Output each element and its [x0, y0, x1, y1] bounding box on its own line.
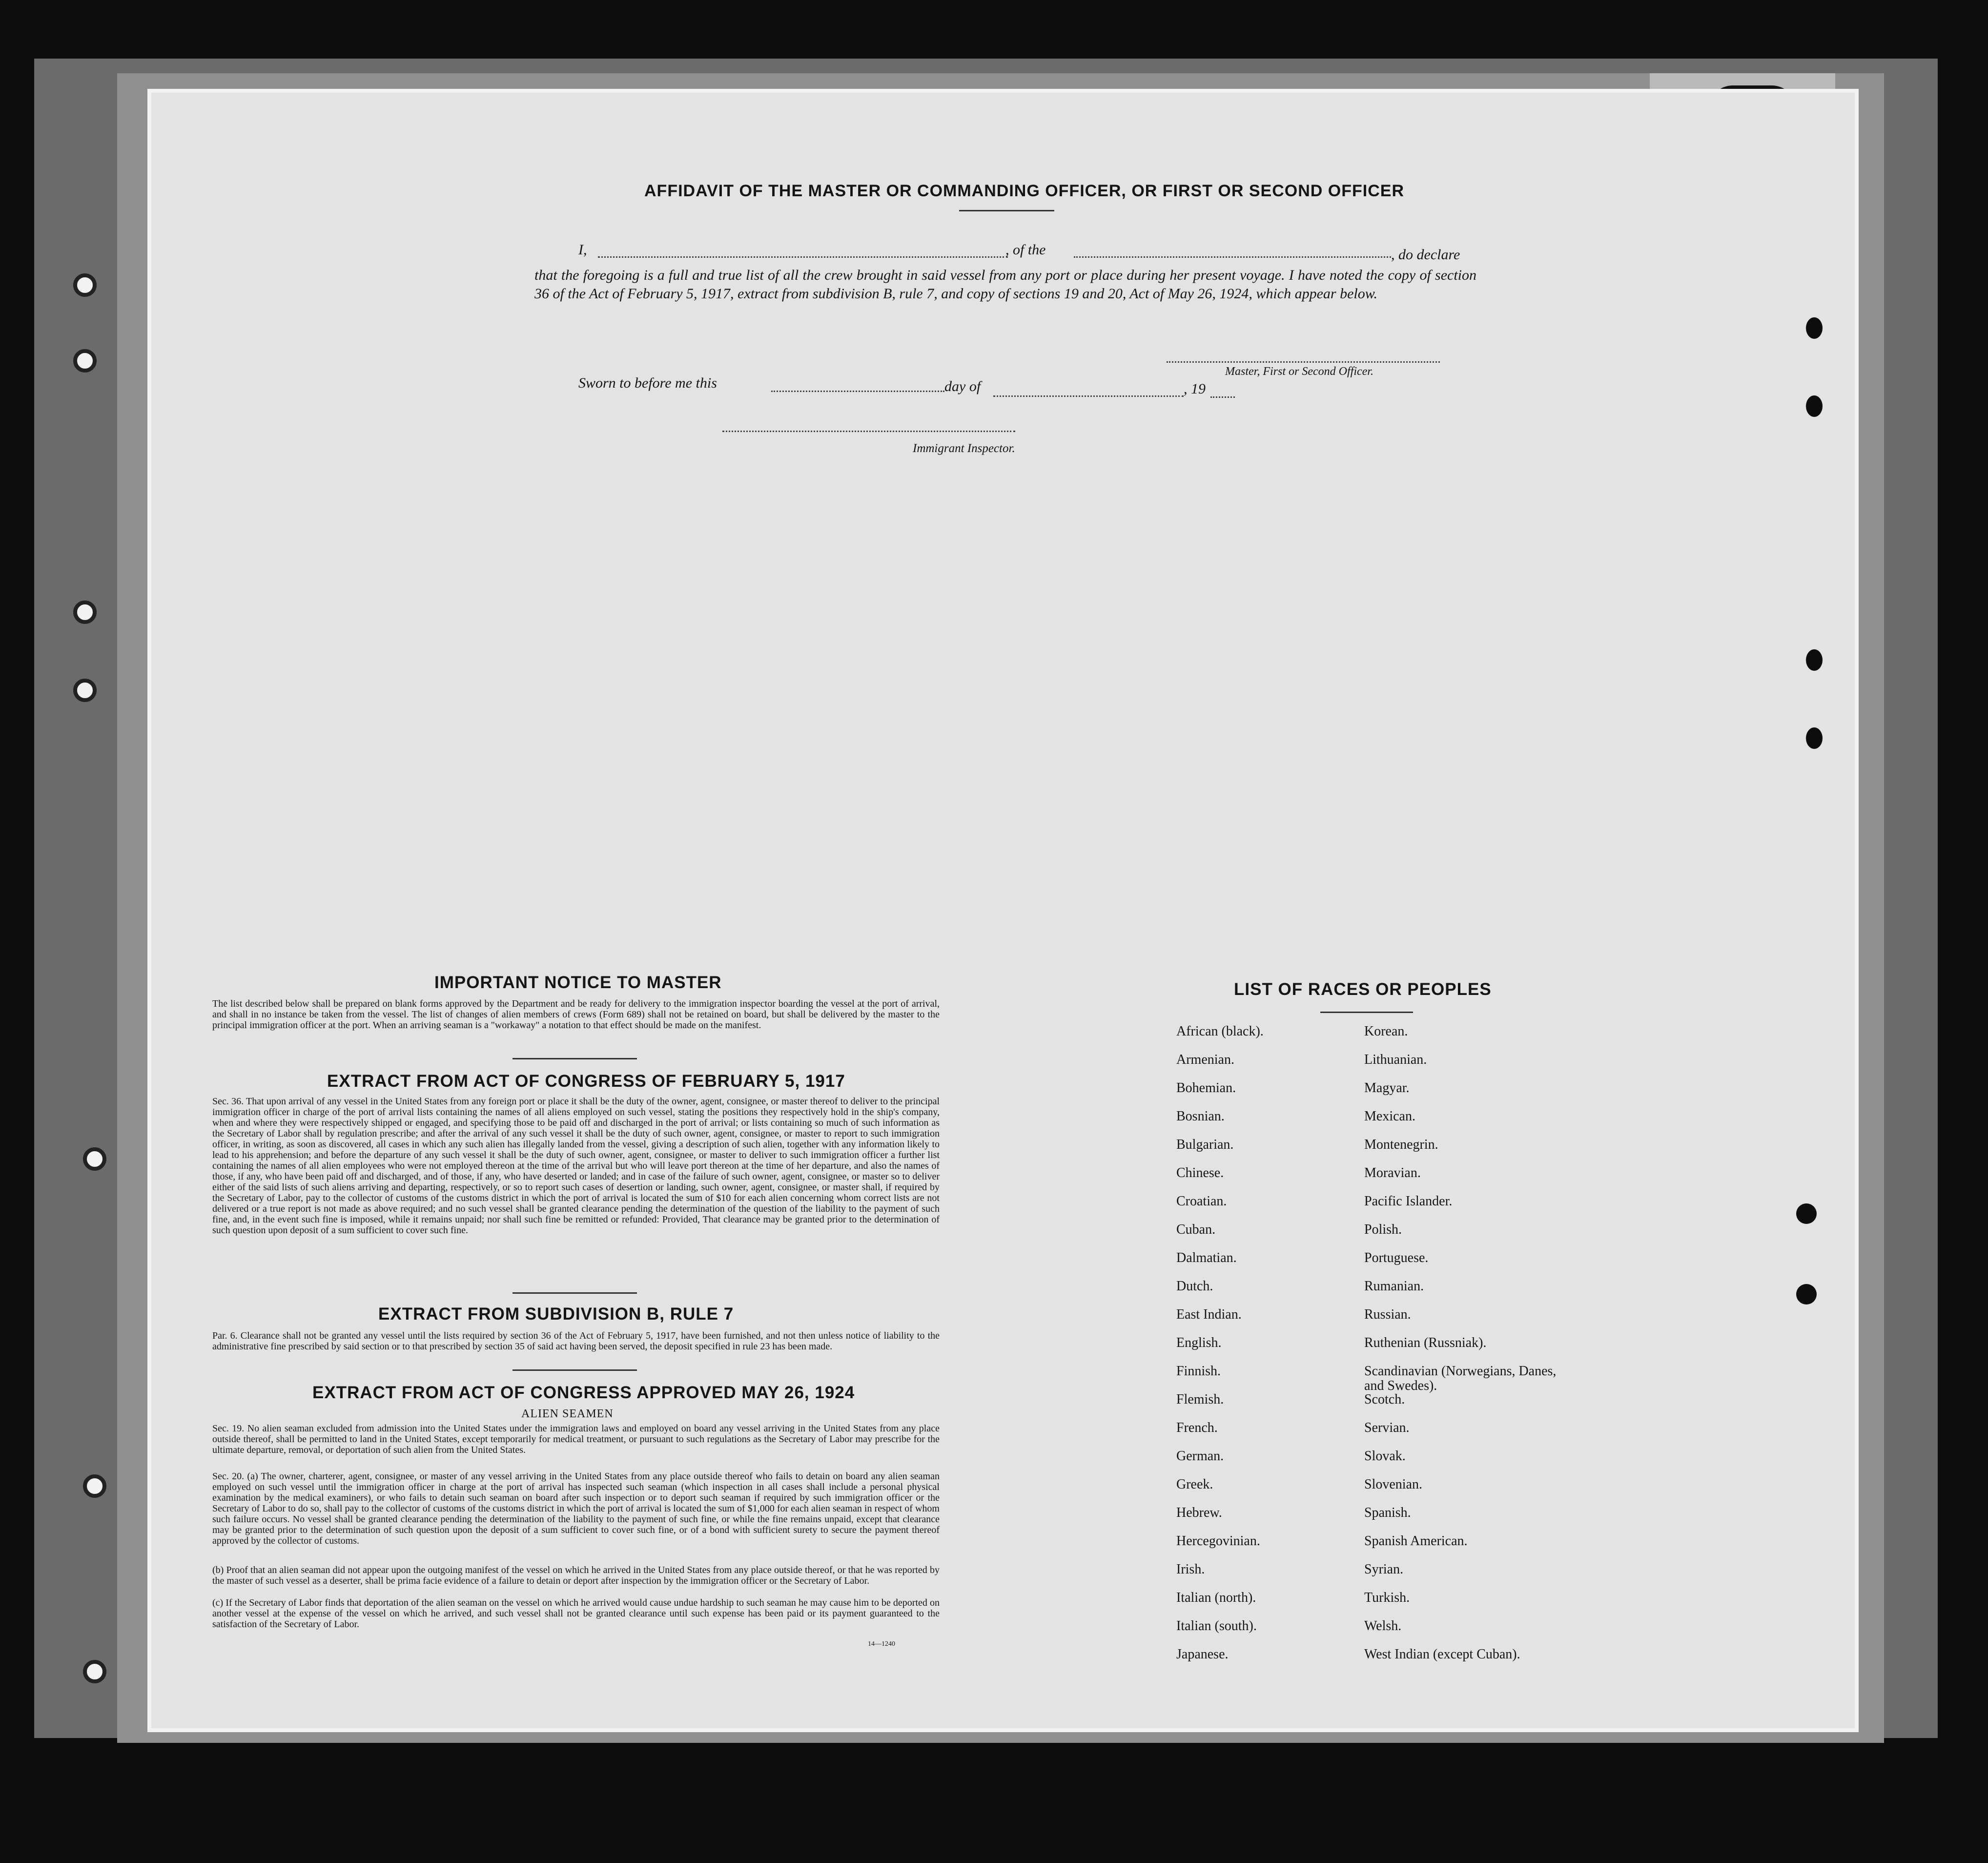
- race-entry: Cuban.: [1176, 1222, 1216, 1237]
- race-entry: Servian.: [1364, 1420, 1410, 1435]
- race-entry: Montenegrin.: [1364, 1137, 1438, 1152]
- divider: [512, 1058, 637, 1059]
- race-entry: Ruthenian (Russniak).: [1364, 1335, 1487, 1350]
- binder-hole: [73, 600, 97, 624]
- year-label: , 19: [1184, 381, 1206, 397]
- divider: [512, 1292, 637, 1294]
- extract-1917-body: Sec. 36. That upon arrival of any vessel in the United States from any foreign port or place it shall be the duty of the owner, agent, consignee, or master thereof to deliver to the principal immigration officer in charge of the port of arrival lists containing the names of all aliens employed on such vessel, stating the positions they respectively hold in the ship's company, when and where they were respectively shipped or engaged, and specifying those to be paid off and discharged in the port of arrival; or lists containing so much of such information as the Secretary of Labor shall by regulation prescribe; and after the arrival of any such vessel it shall be the duty of such owner, agent, consignee, or master to report to such immigration officer, in writing, as soon as discovered, all cases in which any such alien has illegally landed from the vessel, giving a description of such alien, together with any information likely to lead to his apprehension; and before the departure of any such vessel it shall be the duty of such owner, agent, consignee, or master to deliver to such immigration officer a further list containing the names of all alien employees who were not employed thereon at the time of the arrival but who will leave port thereon at the time of her departure, and also the names of those, if any, who have been paid off and discharged, and of those, if any, who have deserted or landed; and in case of the failure of such owner, agent, consignee, or master so to deliver either of the said lists of such aliens arriving and departing, respectively, or so to report such cases of desertion or landing, such owner, agent, consignee, or master shall, if required by the Secretary of Labor, pay to the collector of customs of the customs district in which the port of arrival is located the sum of $10 for each alien concerning whom correct lists are not delivered or a true report is not made as above required; and no such vessel shall be granted clearance pending the determination of the question of the liability to the payment of such fine, and, in the event such fine is imposed, while it remains unpaid; nor shall such fine be remitted or refunded: Provided, That clearance may be granted prior to the determination of such question upon deposit of a sum sufficient to cover such fine.: [212, 1096, 940, 1236]
- affidavit-body: that the foregoing is a full and true list of all the crew brought in said vessel from any port or place during her present voyage. I have noted the copy of section 36 of the Act of February 5, 1917, extract from subdivision B, rule 7, and copy of sections 19 and 20, Act of May 26, 1924, which appear below.: [534, 267, 1476, 302]
- sec20c-body: (c) If the Secretary of Labor finds that deportation of the alien seaman on the vessel on which he arrived would cause undue hardship to such seaman he may cause him to be deported on another vessel at the expense of the vessel on which he arrived, and such vessel shall not be granted clearance until such expense has been paid or its payment guaranteed to the satisfaction of the Secretary of Labor.: [212, 1597, 940, 1630]
- race-entry: Japanese.: [1176, 1647, 1229, 1662]
- divider: [512, 1369, 637, 1371]
- extract-1917-title: EXTRACT FROM ACT OF CONGRESS OF FEBRUARY 5, 1917: [327, 1072, 845, 1091]
- race-entry: Pacific Islander.: [1364, 1194, 1453, 1209]
- rule7-title: EXTRACT FROM SUBDIVISION B, RULE 7: [378, 1304, 734, 1324]
- race-entry: Irish.: [1176, 1562, 1205, 1577]
- race-entry: Finnish.: [1176, 1364, 1221, 1379]
- races-title: LIST OF RACES OR PEOPLES: [1234, 980, 1492, 999]
- race-entry: Croatian.: [1176, 1194, 1227, 1209]
- day-of-label: day of: [944, 378, 981, 394]
- race-entry: Armenian.: [1176, 1052, 1234, 1067]
- race-entry: Mexican.: [1364, 1109, 1415, 1124]
- vessel-field[interactable]: [1074, 256, 1391, 258]
- race-entry: West Indian (except Cuban).: [1364, 1647, 1520, 1662]
- punch-mark: [1806, 727, 1823, 749]
- binder-hole: [83, 1474, 106, 1498]
- race-entry: Bohemian.: [1176, 1080, 1236, 1096]
- race-entry: Welsh.: [1364, 1618, 1402, 1634]
- binder-hole: [73, 679, 97, 702]
- signature-field[interactable]: [1167, 361, 1440, 363]
- do-declare-label: , do declare: [1391, 247, 1460, 263]
- binder-hole: [73, 273, 97, 297]
- race-entry: Portuguese.: [1364, 1250, 1429, 1265]
- inspector-field[interactable]: [722, 431, 1015, 432]
- sec19-body: Sec. 19. No alien seaman excluded from admission into the United States under the immigration laws and employed on board any vessel arriving in the United States from any place outside thereof, shall be permitted to land in the United States, except temporarily for medical treatment, or pursuant to such regulations as the Secretary of Labor may prescribe for the ultimate departure, removal, or deportation of such alien from the United States.: [212, 1423, 940, 1455]
- race-entry: Scandinavian (Norwegians, Danes, and Swedes).: [1364, 1364, 1557, 1393]
- race-entry: Italian (north).: [1176, 1590, 1256, 1605]
- race-entry: Flemish.: [1176, 1392, 1224, 1407]
- affidavit-i: I,: [578, 242, 587, 258]
- race-entry: Hebrew.: [1176, 1505, 1222, 1520]
- divider: [959, 210, 1054, 211]
- year-field[interactable]: [1210, 396, 1235, 398]
- race-entry: Italian (south).: [1176, 1618, 1257, 1634]
- punch-mark: [1796, 1284, 1817, 1304]
- master-label: Master, First or Second Officer.: [1225, 365, 1373, 378]
- day-field[interactable]: [771, 391, 944, 392]
- race-entry: Slovenian.: [1364, 1477, 1422, 1492]
- alien-seamen-subtitle: ALIEN SEAMEN: [521, 1408, 614, 1420]
- month-field[interactable]: [993, 395, 1184, 397]
- race-entry: Hercegovinian.: [1176, 1533, 1260, 1549]
- race-entry: Greek.: [1176, 1477, 1213, 1492]
- punch-mark: [1806, 317, 1823, 339]
- sworn-label: Sworn to before me this: [578, 375, 717, 391]
- race-entry: Slovak.: [1364, 1449, 1406, 1464]
- extract-1924-title: EXTRACT FROM ACT OF CONGRESS APPROVED MAY 26, 1924: [312, 1383, 855, 1402]
- race-entry: Rumanian.: [1364, 1279, 1424, 1294]
- name-field[interactable]: [598, 256, 1008, 258]
- race-entry: English.: [1176, 1335, 1222, 1350]
- binder-hole: [73, 349, 97, 373]
- inspector-label: Immigrant Inspector.: [913, 442, 1015, 455]
- punch-mark: [1806, 395, 1823, 417]
- race-entry: Syrian.: [1364, 1562, 1404, 1577]
- race-entry: French.: [1176, 1420, 1218, 1435]
- divider: [1320, 1012, 1413, 1013]
- race-entry: Bosnian.: [1176, 1109, 1225, 1124]
- affidavit-title: AFFIDAVIT OF THE MASTER OR COMMANDING OFFICER, OR FIRST OR SECOND OFFICER: [644, 182, 1404, 200]
- rule7-body: Par. 6. Clearance shall not be granted any vessel until the lists required by section 36 of the Act of February 5, 1917, have been furnished, and not then unless notice of liability to the administrative fine prescribed by said section or to that prescribed by section 35 of said act having been served, the deposit specified in rule 23 has been made.: [212, 1330, 940, 1352]
- race-entry: Magyar.: [1364, 1080, 1410, 1096]
- race-entry: Spanish.: [1364, 1505, 1411, 1520]
- race-entry: Lithuanian.: [1364, 1052, 1427, 1067]
- race-entry: Turkish.: [1364, 1590, 1410, 1605]
- race-entry: African (black).: [1176, 1024, 1264, 1039]
- punch-mark: [1806, 649, 1823, 671]
- notice-body: The list described below shall be prepared on blank forms approved by the Department and be ready for delivery to the immigration inspector boarding the vessel at the port of arrival, and shall in no instance be taken from the vessel. The list of changes of alien members of crews (Form 689) shall not be retained on board, but shall be delivered by the master to the principal immigration officer at the port. When an arriving seaman is a "workaway" a notation to that effect should be made on the manifest.: [212, 998, 940, 1031]
- binder-hole: [83, 1147, 106, 1171]
- race-entry: Korean.: [1364, 1024, 1408, 1039]
- race-entry: Dutch.: [1176, 1279, 1213, 1294]
- race-entry: Moravian.: [1364, 1165, 1421, 1180]
- race-entry: Dalmatian.: [1176, 1250, 1237, 1265]
- race-entry: Bulgarian.: [1176, 1137, 1234, 1152]
- race-entry: Polish.: [1364, 1222, 1402, 1237]
- race-entry: Scotch.: [1364, 1392, 1405, 1407]
- race-entry: Spanish American.: [1364, 1533, 1468, 1549]
- sec20b-body: (b) Proof that an alien seaman did not appear upon the outgoing manifest of the vessel on which he arrived in the United States from any place outside thereof, or that he was reported by the master of such vessel as a deserter, shall be prima facie evidence of a failure to detain or deport after inspection by the immigration officer or the Secretary of Labor.: [212, 1565, 940, 1586]
- binder-hole: [83, 1660, 106, 1683]
- race-entry: German.: [1176, 1449, 1224, 1464]
- of-the-label: , of the: [1005, 242, 1046, 258]
- form-number: 14—1240: [868, 1640, 895, 1648]
- race-entry: Russian.: [1364, 1307, 1411, 1322]
- race-entry: Chinese.: [1176, 1165, 1224, 1180]
- notice-title: IMPORTANT NOTICE TO MASTER: [434, 973, 722, 992]
- punch-mark: [1796, 1203, 1817, 1224]
- race-entry: East Indian.: [1176, 1307, 1242, 1322]
- sec20a-body: Sec. 20. (a) The owner, charterer, agent, consignee, or master of any vessel arriving in the United States from any place outside thereof who fails to detain on board any alien seaman employed on such vessel until the immigration officer in charge at the port of arrival has inspected such seaman (which inspection in all cases shall include a personal physical examination by the medical examiners), or who fails to detain such seaman on board after such inspection or to deport such seaman if required by such immigration officer or the Secretary of Labor to do so, shall pay to the collector of customs of the customs district in which the port of arrival is located the sum of $1,000 for each alien seaman in respect of whom such failure occurs. No vessel shall be granted clearance pending the determination of the liability to the payment of such fine, or while the fine remains unpaid, except that clearance may be granted prior to the determination of such question upon the deposit of a sum sufficient to cover such fine, or of a bond with sufficient surety to secure the payment thereof approved by the collector of customs.: [212, 1471, 940, 1546]
